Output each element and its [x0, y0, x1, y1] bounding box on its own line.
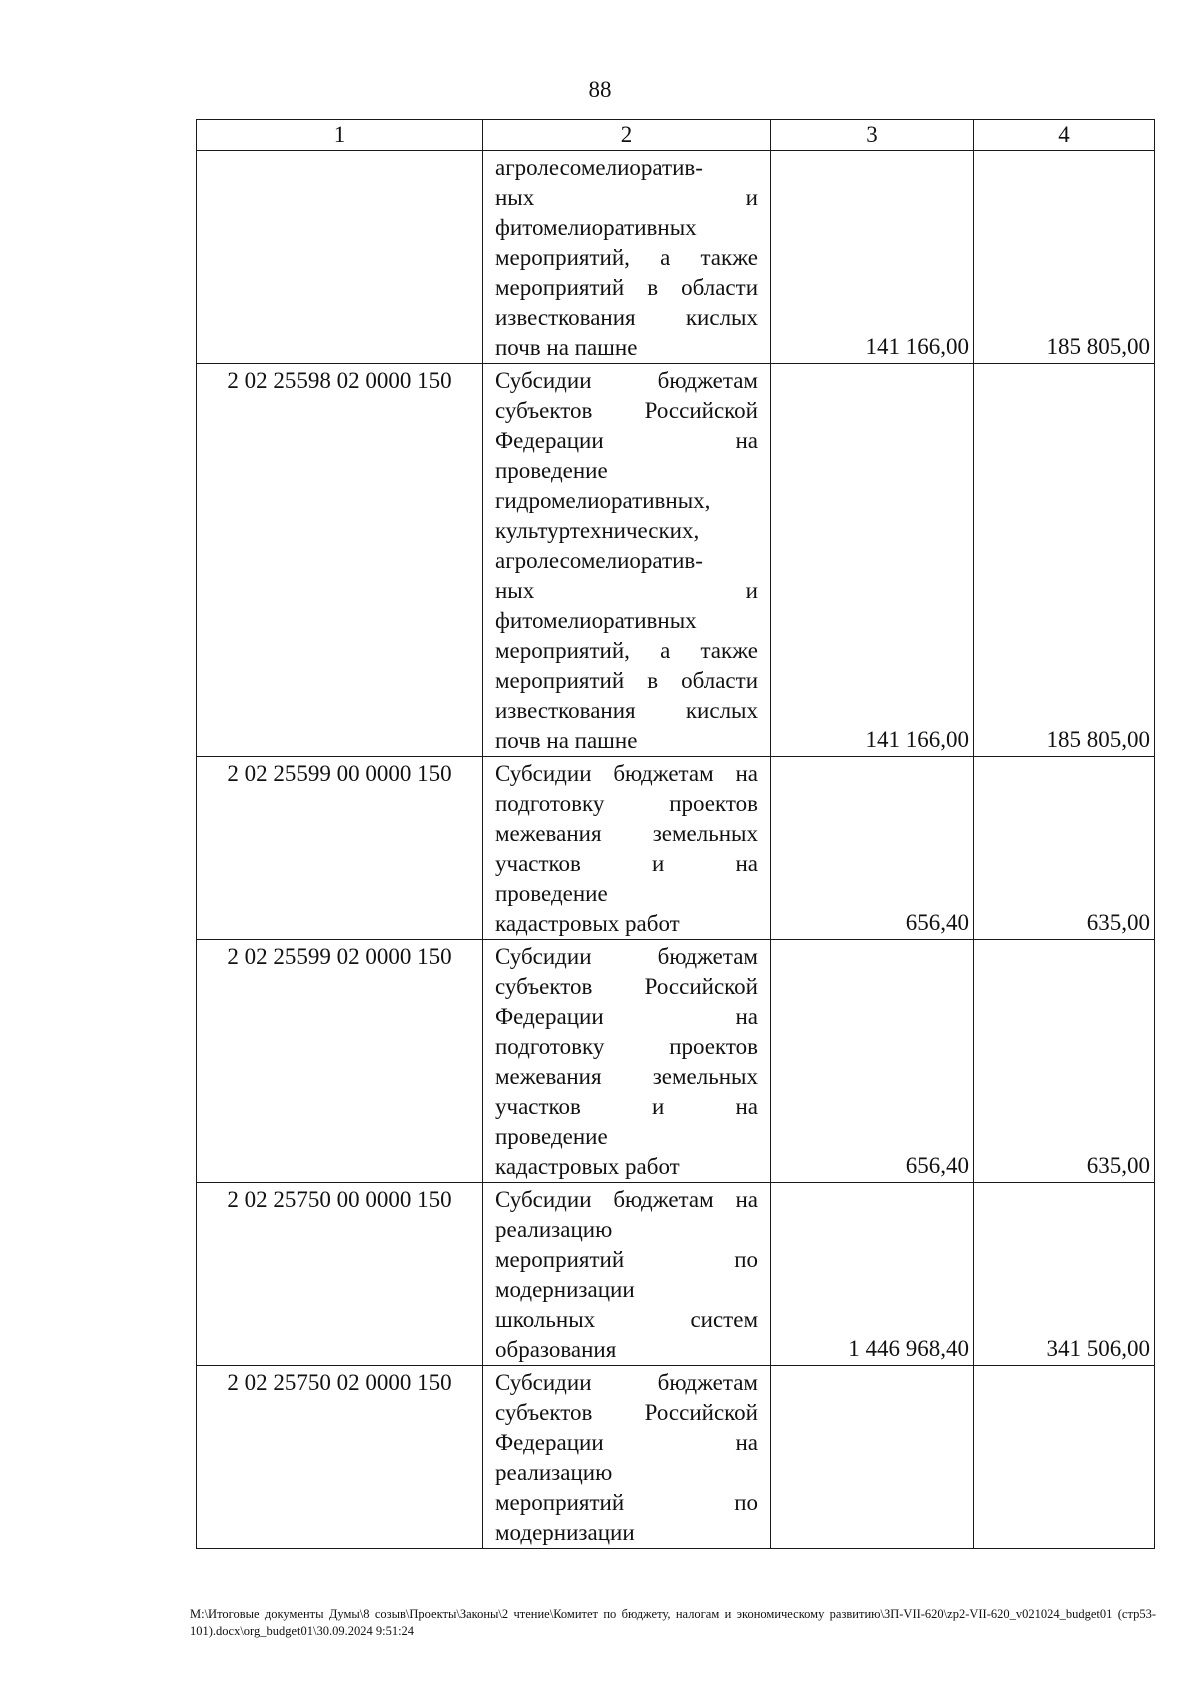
income-name-line: модернизации: [495, 1277, 635, 1302]
income-name-line: мероприятий по: [495, 1247, 758, 1272]
income-name-line: Субсидии бюджетам: [495, 1370, 758, 1395]
income-name-line: мероприятий в области: [495, 275, 758, 300]
income-name-line: мероприятий, а также: [495, 638, 758, 663]
income-name-line: известкования кислых: [495, 305, 758, 330]
amount-column-3: 656,40: [771, 757, 974, 940]
income-code-cell: 2 02 25599 00 0000 150: [197, 757, 483, 940]
income-name-line: агролесомелиоратив-: [495, 548, 703, 573]
income-name-line: Федерации на: [495, 1430, 758, 1455]
column-header: 3: [771, 120, 974, 151]
income-name-line: проведение: [495, 1124, 608, 1149]
amount-column-3: [771, 1366, 974, 1549]
income-name-line: известкования кислых: [495, 698, 758, 723]
income-name-line: Субсидии бюджетам: [495, 368, 758, 393]
income-name-line: участков и на: [495, 851, 758, 876]
page-number: 88: [588, 77, 612, 102]
table-row: [197, 940, 1155, 1183]
amount-column-4: 185 805,00: [974, 364, 1155, 757]
amount-column-4: 341 506,00: [974, 1183, 1155, 1366]
amount-column-4: 185 805,00: [974, 151, 1155, 364]
income-code-cell: [197, 151, 483, 364]
column-header: 4: [974, 120, 1155, 151]
income-code-cell: 2 02 25598 02 0000 150: [197, 364, 483, 757]
income-name-line: мероприятий, а также: [495, 245, 758, 270]
income-code-cell: 2 02 25750 02 0000 150: [197, 1366, 483, 1549]
income-name-line: фитомелиоративных: [495, 215, 697, 240]
income-name-line: ных и: [495, 578, 758, 603]
income-name-cell: [483, 757, 771, 940]
income-name-line: субъектов Российской: [495, 1400, 758, 1425]
income-name-cell: [483, 364, 771, 757]
income-name-line: школьных систем: [495, 1307, 758, 1332]
budget-table: [196, 119, 1155, 1549]
amount-column-4: 635,00: [974, 940, 1155, 1183]
income-name-line: почв на пашне: [495, 728, 638, 753]
income-code-cell: 2 02 25599 02 0000 150: [197, 940, 483, 1183]
income-name-line: Федерации на: [495, 1004, 758, 1029]
income-name-line: межевания земельных: [495, 821, 758, 846]
file-path-footer: М:\Итоговые документы Думы\8 созыв\Проекты\Законы\2 чтение\Комитет по бюджету, налогам и экономическому развитию\ЗП-VII-620\zp2-VII-620_v021024_budget01 (стр53-101).docx\org_budget01\30.09.2024 9:51:24: [190, 1607, 1156, 1638]
income-code-cell: 2 02 25750 00 0000 150: [197, 1183, 483, 1366]
income-name-line: почв на пашне: [495, 335, 638, 360]
income-name-cell: [483, 1366, 771, 1549]
income-name-line: агролесомелиоратив-: [495, 155, 703, 180]
income-name-line: кадастровых работ: [495, 911, 680, 936]
income-name-line: Федерации на: [495, 428, 758, 453]
table-row: [197, 364, 1155, 757]
income-name-line: субъектов Российской: [495, 974, 758, 999]
income-name-line: ных и: [495, 185, 758, 210]
income-name-line: образования: [495, 1337, 617, 1362]
income-name-line: межевания земельных: [495, 1064, 758, 1089]
income-name-line: подготовку проектов: [495, 1034, 758, 1059]
table-row: [197, 1183, 1155, 1366]
income-name-line: фитомелиоративных: [495, 608, 697, 633]
income-name-line: проведение: [495, 881, 608, 906]
income-name-line: кадастровых работ: [495, 1154, 680, 1179]
income-name-line: Субсидии бюджетам на: [495, 1187, 758, 1212]
income-name-line: подготовку проектов: [495, 791, 758, 816]
income-name-line: Субсидии бюджетам на: [495, 761, 758, 786]
income-name-cell: [483, 1183, 771, 1366]
income-name-cell: [483, 940, 771, 1183]
amount-column-3: 1 446 968,40: [771, 1183, 974, 1366]
table-row: [197, 151, 1155, 364]
income-name-line: субъектов Российской: [495, 398, 758, 423]
income-name-line: проведение: [495, 458, 608, 483]
column-header: 1: [197, 120, 483, 151]
table-row: [197, 1366, 1155, 1549]
amount-column-3: 141 166,00: [771, 364, 974, 757]
income-name-line: Субсидии бюджетам: [495, 944, 758, 969]
amount-column-4: 635,00: [974, 757, 1155, 940]
income-name-line: гидромелиоративных,: [495, 488, 711, 513]
income-name-line: участков и на: [495, 1094, 758, 1119]
income-name-line: модернизации: [495, 1520, 635, 1545]
income-name-line: реализацию: [495, 1460, 613, 1485]
income-name-line: мероприятий в области: [495, 668, 758, 693]
table-row: [197, 757, 1155, 940]
column-header: 2: [483, 120, 771, 151]
table-header-row: [197, 120, 1155, 151]
income-name-line: реализацию: [495, 1217, 613, 1242]
income-name-line: культуртехнических,: [495, 518, 700, 543]
income-name-cell: [483, 151, 771, 364]
amount-column-3: 656,40: [771, 940, 974, 1183]
amount-column-4: [974, 1366, 1155, 1549]
amount-column-3: 141 166,00: [771, 151, 974, 364]
income-name-line: мероприятий по: [495, 1490, 758, 1515]
